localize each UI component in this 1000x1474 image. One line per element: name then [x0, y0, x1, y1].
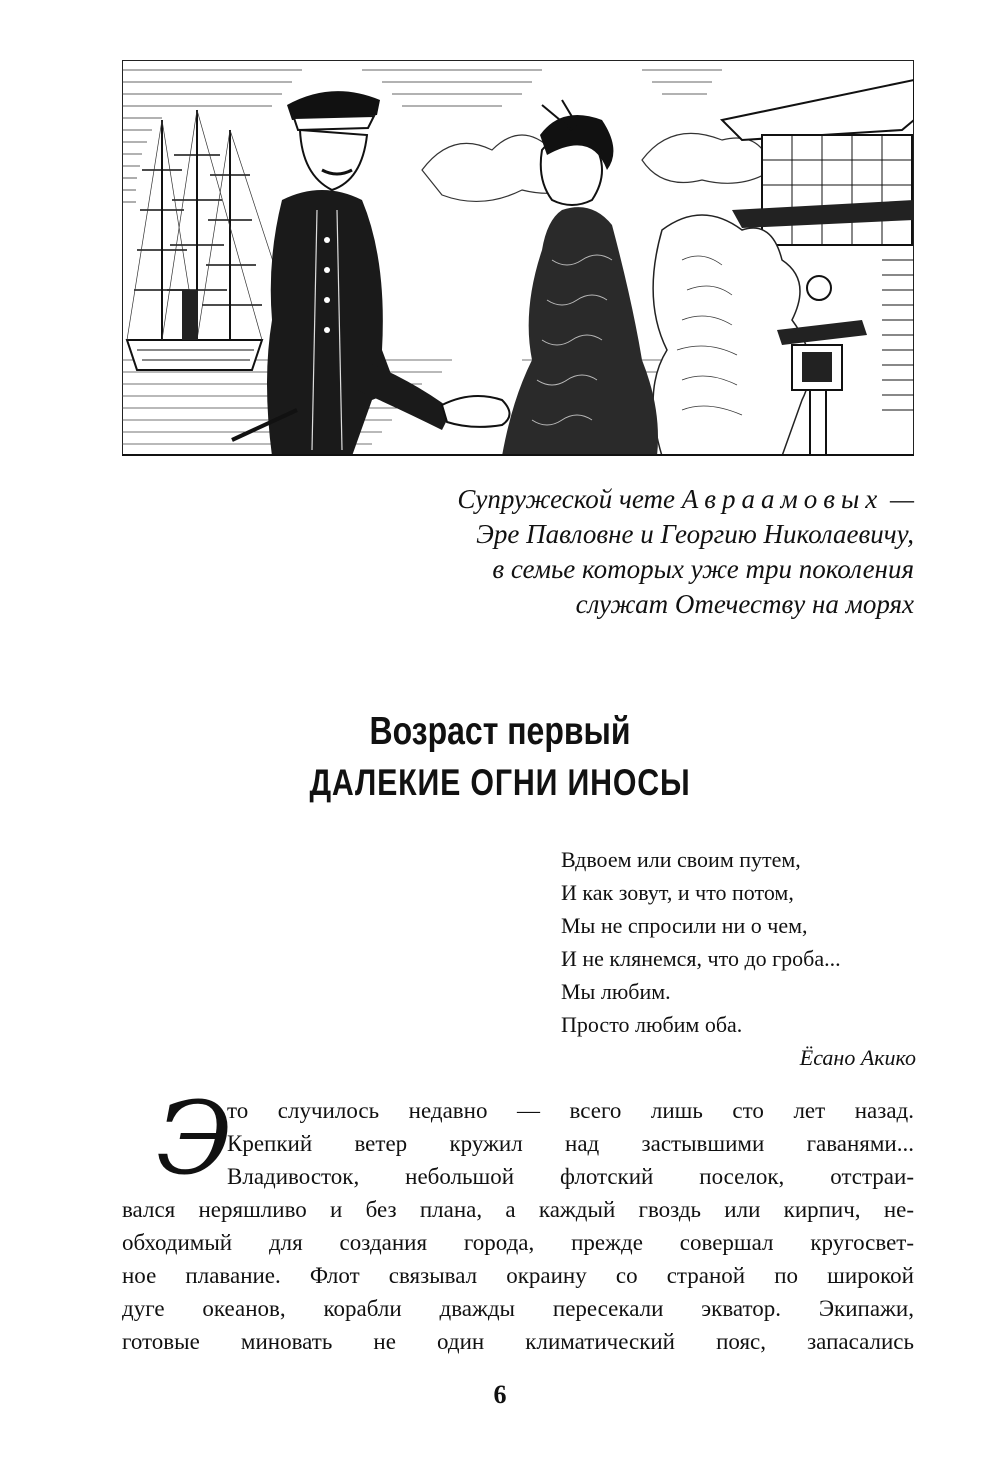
body-line: Владивосток, небольшой флотский поселок, отстраи- [227, 1164, 914, 1189]
poem-line: Мы не спросили ни о чем, [561, 913, 808, 938]
body-line: ное плавание. Флот связывал окраину со страной по широкой [122, 1263, 914, 1288]
poem-author: Ёсано Акико [799, 1045, 916, 1070]
part-heading: Возраст первый [369, 710, 631, 753]
body-line: дуге океанов, корабли дважды пересекали экватор. Экипажи, [122, 1296, 914, 1321]
dedication [314, 482, 914, 622]
body-line: Крепкий ветер кружил над застывшими гаванями... [227, 1131, 914, 1156]
epigraph-poem [561, 843, 916, 1074]
body-line: то случилось недавно — всего лишь сто лет назад. [227, 1098, 914, 1123]
body-line: вался неряшливо и без плана, а каждый гвоздь или кирпич, не- [122, 1197, 914, 1222]
body-line: обходимый для создания города, прежде совершал кругосвет- [122, 1230, 914, 1255]
engraving-illustration [122, 60, 914, 456]
dedication-line-3: в семье которых уже три поколения [492, 554, 914, 584]
poem-line: Вдвоем или своим путем, [561, 847, 801, 872]
engraving-sailor-and-japanese-woman-icon [122, 60, 914, 456]
dedication-names: Авраамовых [681, 484, 884, 514]
chapter-title: ДАЛЕКИЕ ОГНИ ИНОСЫ [309, 762, 691, 803]
poem-line: Просто любим оба. [561, 1012, 743, 1037]
poem-line: И как зовут, и что потом, [561, 880, 794, 905]
drop-cap: Э [156, 1080, 233, 1197]
body-text [122, 1094, 914, 1358]
dedication-line-1: Супружеской чете Авраамовых — [457, 484, 914, 514]
page-number: 6 [493, 1380, 507, 1409]
poem-line: Мы любим. [561, 979, 671, 1004]
dedication-line-4: служат Отечеству на морях [575, 589, 914, 619]
poem-line: И не клянемся, что до гроба... [561, 946, 841, 971]
dedication-line-2: Эре Павловне и Георгию Николаевичу, [476, 519, 914, 549]
body-line: готовые миновать не один климатический пояс, запасались [122, 1329, 914, 1354]
